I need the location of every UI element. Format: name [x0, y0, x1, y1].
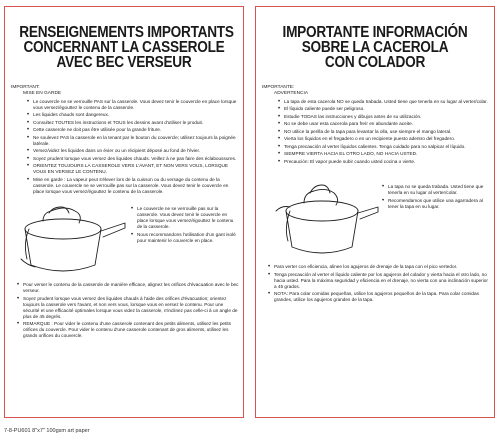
list-item: • No se debe usar esta cacerola para freír en abundante aceite. [284, 121, 490, 127]
list-item: • Tenga precaución al verter líquidos calientes. Tenga cuidado para no salpicar el líquido. [284, 144, 490, 150]
list-item: • REMARQUE : Pour vider le contenu d'une casserole contenant des petits aliments, utilisez les petits orifices du couvercle. Pour vider le contenu d'une casserole contenant de gros aliments, utilisez les grands orifices du couvercle. [23, 321, 239, 339]
list-item: • Pour verser le contenu de la casserole de manière efficace, alignez les orifices d'évacuation avec le bec verseur. [23, 282, 239, 294]
list-item: • Les liquides chauds sont dangereux. [33, 112, 239, 118]
french-title-line: RENSEIGNEMENTS IMPORTANTS [19, 24, 234, 41]
warning-list [11, 99, 239, 195]
list-item: • NOTA: Para colar comidas pequeñas, utilice los agujeros pequeños de la tapa. Para colar comidas grandes, utilice los agujeros grandes de la tapa. [274, 291, 490, 303]
list-item: • Para verter con eficiencia, alinee los agujeros de drenaje de la tapa con el pico vertedor. [274, 264, 490, 270]
spanish-panel [255, 6, 495, 418]
list-item: • Precaución: El vapor puede subir cuando usted cocina o vierte. [284, 159, 490, 165]
spanish-title-line: CON COLADOR [324, 54, 426, 71]
figure-note-list [380, 184, 490, 210]
french-title-line: AVEC BEC VERSEUR [56, 54, 192, 71]
list-item: • Vierta los líquidos en el fregadero o en un recipiente puesto adentro del fregadero. [284, 136, 490, 142]
list-item: • Soyez prudent lorsque vous versez des liquides chauds à l'aide des orifices d'évacuation; orientez toujours la casserole vers l'avant, et non vers vous, lorsque vous en versez le contenu. Pour une sécurité et une efficacité optimales lorsque vous videz la casserole, n'inclinez pas celle-ci à un angle de plus de 45 degrés. [23, 296, 239, 320]
warning-subheading: MISE EN GARDE [23, 91, 62, 96]
spanish-body [262, 85, 490, 303]
spanish-figure-block [262, 177, 490, 263]
list-item: • Soyez prudent lorsque vous versez des liquides chauds. Veillez à ne pas faire des éclaboussures. [33, 156, 239, 162]
french-title [19, 24, 234, 71]
print-spec-footer: 7-8-PU601 8"x7" 100gsm art paper [4, 428, 90, 434]
list-item: • El líquido caliente puede ser peligroso. [284, 106, 490, 112]
figure-note-list [129, 206, 239, 244]
french-title-line: CONCERNANT LA CASSEROLE [23, 39, 225, 56]
list-item: • Recomendamos que utilice una agarradera al tener la tapa en su lugar. [388, 198, 490, 210]
pot-lid-illustration [13, 199, 129, 279]
list-item: • La tapa de esta cacerola NO se queda trabada. Usted tiene que tenerla en su lugar al verter/colar. [284, 99, 490, 105]
list-item: • Nous recommandons l'utilisation d'un gant isolé pour maintenir le couvercle en place. [137, 232, 239, 244]
list-item: • Cette casserole ne doit pas être utilisée pour la grande friture. [33, 127, 239, 133]
list-item: • SIEMPRE VIERTA HACIA EL OTRO LADO, NO HACIA USTED. [284, 151, 490, 157]
french-body [11, 85, 239, 339]
important-heading: IMPORTANT: [11, 85, 40, 90]
list-item: • Le couvercle ne se verrouille pas sur la casserole. Vous devez tenir le couvercle en place lorsque vous versez/égouttez le contenu de la casserole. [137, 206, 239, 230]
spanish-figure-notes [380, 183, 490, 210]
spanish-title-line: IMPORTANTE INFORMACIÓN [282, 24, 468, 41]
pouring-list [11, 282, 239, 339]
list-item: • Le couvercle ne se verrouille PAS sur la casserole. Vous devez tenir le couvercle en place lorsque vous versez/égouttez le contenu de la casserole. [33, 99, 239, 111]
important-heading: IMPORTANTE: [262, 85, 295, 90]
french-after-figure [11, 282, 239, 339]
list-item: • Consultez TOUTES les instructions et TOUS les dessins avant d'utiliser le produit. [33, 120, 239, 126]
list-item: • Tenga precaución al verter el líquido caliente por los agujeros del colador y vierta hacia el otro lado, no hacia usted. Para la máxima seguridad y eficiencia en el drenaje, no vierta con una inclinación superior a 45 grados. [274, 272, 490, 290]
spanish-title [270, 25, 479, 70]
list-item: • Versez/videz les liquides dans un évier ou un récipient déposé au fond de l'évier. [33, 148, 239, 154]
warning-list [262, 99, 490, 165]
list-item: • Ne soulevez PAS la casserole en la tenant par le bouton du couvercle; utilisez toujours la poignée latérale. [33, 135, 239, 147]
list-item: • La tapa no se queda trabada. Usted tiene que tenerla en su lugar al verter/colar. [388, 184, 490, 196]
french-figure-block [11, 199, 239, 281]
french-figure-notes [129, 205, 239, 244]
list-item: • Mise en garde : La vapeur peut s'élever lors de la cuisson ou du versage du contenu de la casserole. Le couvercle ne se verrouille pas sur la casserole. Vous devez tenir le couvercle en place lorsque vous versez/égouttez le contenu de la casserole. [33, 177, 239, 195]
warning-subheading: ADVERTENCIA [274, 91, 309, 96]
spanish-after-figure [262, 264, 490, 303]
spanish-title-line: SOBRE LA CACEROLA [301, 39, 449, 56]
french-panel [4, 6, 244, 418]
list-item: • ORIENTEZ TOUJOURS LA CASSEROLE VERS L'AVANT, ET NON VERS VOUS, LORSQUE VOUS EN VERSEZ LE CONTENU. [33, 163, 239, 175]
list-item: • Estudie TODAS las instrucciones y dibujos antes de su utilización. [284, 114, 490, 120]
pouring-list [262, 264, 490, 303]
pot-lid-illustration [270, 177, 382, 261]
list-item: • NO utilice la perilla de la tapa para levantar la olla, use siempre el mango lateral. [284, 129, 490, 135]
